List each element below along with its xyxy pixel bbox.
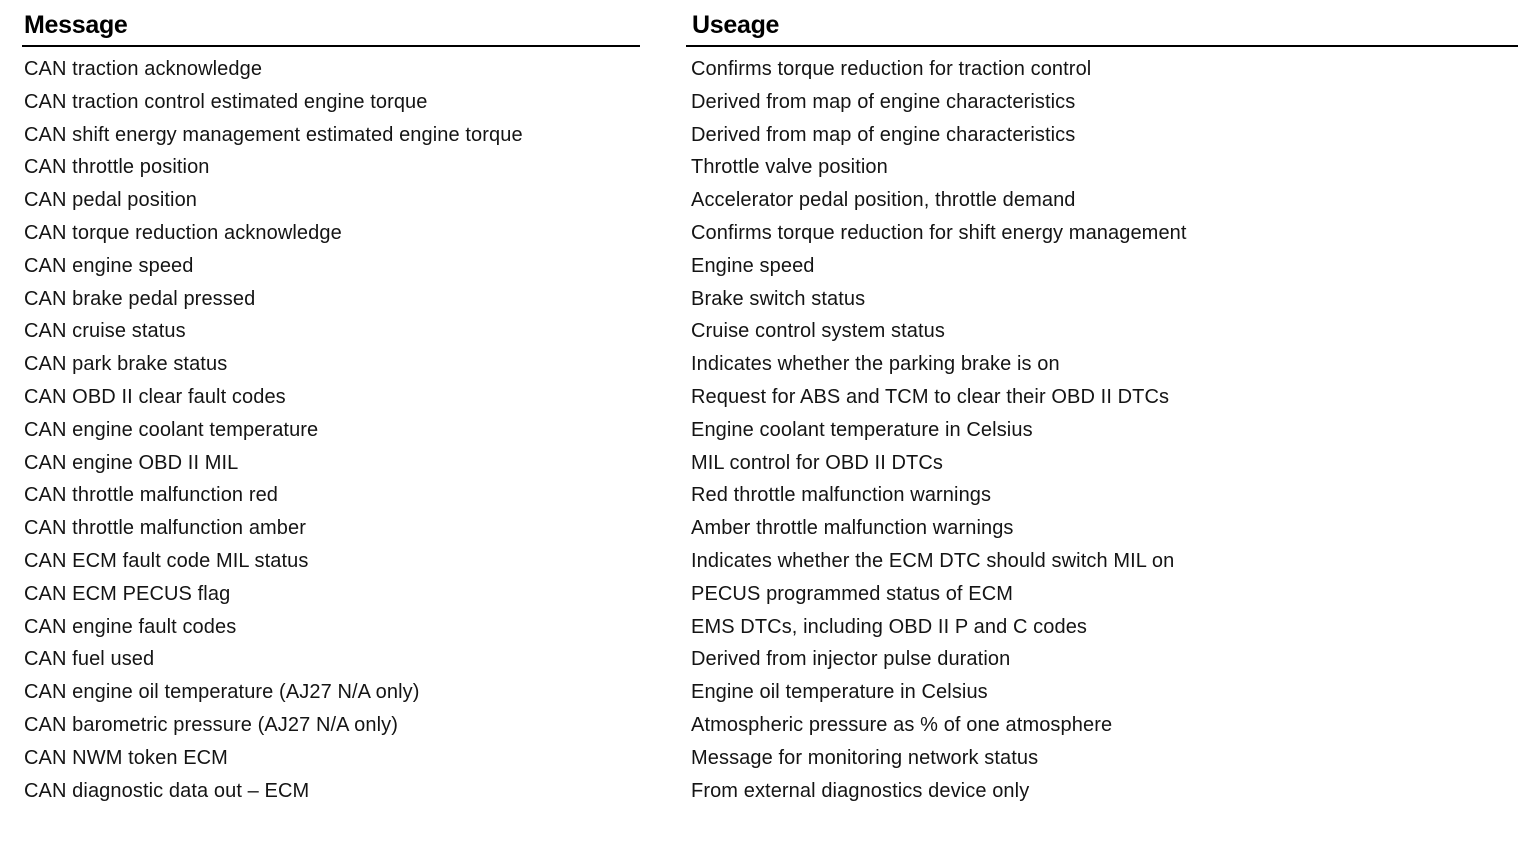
message-column-header: Message — [24, 11, 128, 39]
table-row — [0, 252, 1536, 285]
message-cell: CAN barometric pressure (AJ27 N/A only) — [24, 713, 399, 736]
table-row — [0, 613, 1536, 646]
usage-cell: Atmospheric pressure as % of one atmosphere — [691, 713, 1113, 736]
message-cell: CAN ECM PECUS flag — [24, 582, 231, 605]
message-cell: CAN NWM token ECM — [24, 746, 228, 769]
table-row — [0, 514, 1536, 547]
message-cell: CAN ECM fault code MIL status — [24, 549, 309, 572]
usage-cell: Cruise control system status — [691, 320, 945, 343]
usage-cell: From external diagnostics device only — [691, 779, 1030, 802]
message-cell: CAN shift energy management estimated engine torque — [24, 123, 523, 146]
message-cell: CAN park brake status — [24, 353, 228, 376]
table-row — [0, 350, 1536, 383]
message-cell: CAN OBD II clear fault codes — [24, 385, 286, 408]
message-cell: CAN traction control estimated engine torque — [24, 90, 428, 113]
usage-column-header: Useage — [692, 11, 780, 39]
usage-cell: Derived from map of engine characteristics — [691, 90, 1076, 113]
usage-cell: Request for ABS and TCM to clear their OBD II DTCs — [691, 385, 1170, 408]
usage-cell: PECUS programmed status of ECM — [691, 582, 1013, 605]
message-cell: CAN cruise status — [24, 320, 186, 343]
table-row — [0, 777, 1536, 810]
usage-cell: Message for monitoring network status — [691, 746, 1039, 769]
table-row — [0, 55, 1536, 88]
usage-cell: Red throttle malfunction warnings — [691, 484, 992, 507]
message-cell: CAN engine OBD II MIL — [24, 451, 239, 474]
message-cell: CAN diagnostic data out – ECM — [24, 779, 310, 802]
table-row — [0, 416, 1536, 449]
usage-cell: Derived from injector pulse duration — [691, 648, 1011, 671]
table-row — [0, 744, 1536, 777]
table-row — [0, 383, 1536, 416]
message-cell: CAN engine speed — [24, 254, 194, 277]
message-cell: CAN torque reduction acknowledge — [24, 221, 342, 244]
usage-cell: Amber throttle malfunction warnings — [691, 517, 1014, 540]
table-row — [0, 317, 1536, 350]
message-cell: CAN traction acknowledge — [24, 58, 263, 80]
message-cell: CAN engine coolant temperature — [24, 418, 319, 441]
table-row — [0, 285, 1536, 318]
message-cell: CAN pedal position — [24, 189, 198, 212]
table-body — [0, 55, 1536, 809]
message-cell: CAN engine fault codes — [24, 615, 237, 638]
header-rule-left — [22, 45, 640, 47]
table-row — [0, 678, 1536, 711]
table-row — [0, 645, 1536, 678]
table-row — [0, 219, 1536, 252]
usage-cell: Confirms torque reduction for traction control — [691, 58, 1092, 80]
usage-cell: Accelerator pedal position, throttle demand — [691, 189, 1076, 212]
usage-cell: Brake switch status — [691, 287, 866, 310]
message-cell: CAN fuel used — [24, 648, 155, 671]
table-row — [0, 121, 1536, 154]
usage-cell: Engine speed — [691, 254, 815, 277]
message-cell: CAN throttle position — [24, 156, 210, 179]
table-row — [0, 153, 1536, 186]
header-rule-right — [686, 45, 1518, 47]
usage-cell: Engine oil temperature in Celsius — [691, 681, 988, 704]
usage-cell: Indicates whether the ECM DTC should switch MIL on — [691, 549, 1175, 572]
table-row — [0, 580, 1536, 613]
usage-cell: Throttle valve position — [691, 156, 888, 179]
message-cell: CAN engine oil temperature (AJ27 N/A only) — [24, 681, 420, 704]
table-row — [0, 711, 1536, 744]
table-row — [0, 449, 1536, 482]
message-cell: CAN throttle malfunction amber — [24, 517, 307, 540]
usage-cell: MIL control for OBD II DTCs — [691, 451, 944, 474]
usage-cell: EMS DTCs, including OBD II P and C codes — [691, 615, 1088, 638]
usage-cell: Indicates whether the parking brake is on — [691, 353, 1060, 376]
message-cell: CAN throttle malfunction red — [24, 484, 279, 507]
message-cell: CAN brake pedal pressed — [24, 287, 256, 310]
table-row — [0, 186, 1536, 219]
usage-cell: Confirms torque reduction for shift energy management — [691, 221, 1187, 244]
table-row — [0, 481, 1536, 514]
table-row — [0, 547, 1536, 580]
table-row — [0, 88, 1536, 121]
usage-cell: Derived from map of engine characteristics — [691, 123, 1076, 146]
usage-cell: Engine coolant temperature in Celsius — [691, 418, 1033, 441]
